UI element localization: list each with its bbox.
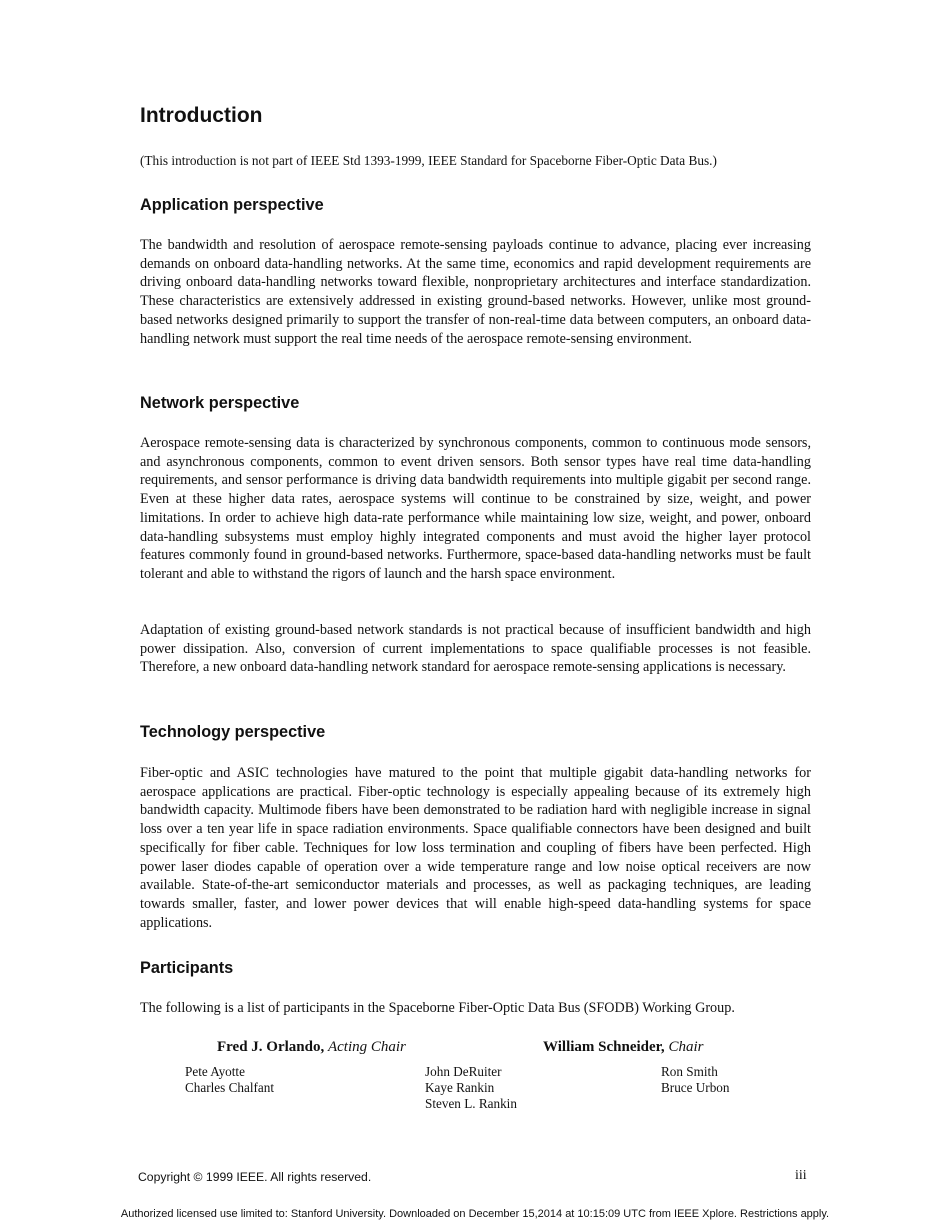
paragraph-application: The bandwidth and resolution of aerospace remote-sensing payloads continue to advance, placing ever increasing demands on onboard data-handling networks. At the same time, economics and rapid development requirements are driving onboard data-handling networks toward flexible, nonproprietary architectures and interface standardization. These characteristics are extensively addressed in existing ground-based networks. However, unlike most ground-based networks designed primarily to support the transfer of non-real-time data between computers, an onboard data-handling network must support the real time needs of the aerospace remote-sensing environment. — [140, 237, 811, 347]
paragraph-network-2: Adaptation of existing ground-based network standards is not practical because of insufficient bandwidth and high power dissipation. Also, conversion of current implementations to space qualifiable processes is not feasible. Therefore, a new onboard data-handling network standard for aerospace remote-sensing applications is necessary. — [140, 622, 811, 676]
acting-chair-name: Fred J. Orlando, — [217, 1039, 325, 1055]
participant-name: Steven L. Rankin — [425, 1096, 517, 1111]
participants-column-2 — [425, 1064, 517, 1112]
participants-column-3 — [661, 1064, 729, 1096]
heading-network-perspective: Network perspective — [140, 394, 300, 412]
copyright-notice: Copyright © 1999 IEEE. All rights reserved. — [138, 1170, 372, 1184]
heading-application-perspective: Application perspective — [140, 196, 324, 214]
paragraph-technology: Fiber-optic and ASIC technologies have matured to the point that multiple gigabit data-handling networks for aerospace applications are practical. Fiber-optic technology is especially appealing because of its extremely high bandwidth capacity. Multimode fibers have been demonstrated to be radiation hard with negligible increase in signal loss over a ten year life in space radiation environments. Space qualifiable connectors have been designed and built specifically for fiber cable. Techniques for low loss termination and coupling of fibers have been perfected. High power laser diodes capable of operation over a wide temperature range and low noise optical receivers are now available. State-of-the-art semiconductor materials and processes, as well as packaging techniques, are leading towards smaller, faster, and lower power devices that will enable high-speed data-handling systems for space applications. — [140, 765, 811, 931]
participants-intro: The following is a list of participants in the Spaceborne Fiber-Optic Data Bus (SFODB) Working Group. — [140, 1000, 735, 1016]
participant-name: Ron Smith — [661, 1064, 718, 1079]
page-title: Introduction — [140, 104, 263, 127]
heading-technology-perspective: Technology perspective — [140, 723, 326, 741]
chair — [543, 1039, 703, 1056]
acting-chair-role: Acting Chair — [327, 1039, 406, 1055]
participants-column-1 — [185, 1064, 274, 1096]
participant-name: Charles Chalfant — [185, 1080, 274, 1095]
participant-name: Kaye Rankin — [425, 1080, 495, 1095]
participant-name: Bruce Urbon — [661, 1080, 730, 1095]
chair-name: William Schneider, — [543, 1039, 665, 1055]
chair-role: Chair — [668, 1039, 704, 1055]
paragraph-network-1: Aerospace remote-sensing data is characterized by synchronous components, common to continuous mode sensors, and asynchronous components, common to event driven sensors. Both sensor types have real time data-handling requirements, and sensor performance is driving data bandwidth requirements into multiple gigabit per second range. Even at these higher data rates, aerospace systems will continue to be constrained by size, weight, and power limitations. In order to achieve high data-rate performance while maintaining low size, weight, and power, onboard data-handling subsystems must employ highly integrated components and must avoid the higher layer protocol features commonly found in ground-based networks. Furthermore, space-based data-handling networks must be fault tolerant and able to withstand the rigors of launch and the harsh space environment. — [140, 435, 811, 582]
license-notice: Authorized licensed use limited to: Stanford University. Downloaded on December 15,2014 at 10:15:09 UTC from IEEE Xplore. Restrictions apply. — [120, 1208, 830, 1220]
participant-name: John DeRuiter — [425, 1064, 502, 1079]
page-number: iii — [795, 1168, 807, 1183]
acting-chair — [217, 1039, 406, 1056]
participant-name: Pete Ayotte — [185, 1064, 245, 1079]
heading-participants: Participants — [140, 959, 234, 977]
introduction-note: (This introduction is not part of IEEE Std 1393-1999, IEEE Standard for Spaceborne Fiber-Optic Data Bus.) — [140, 153, 717, 168]
